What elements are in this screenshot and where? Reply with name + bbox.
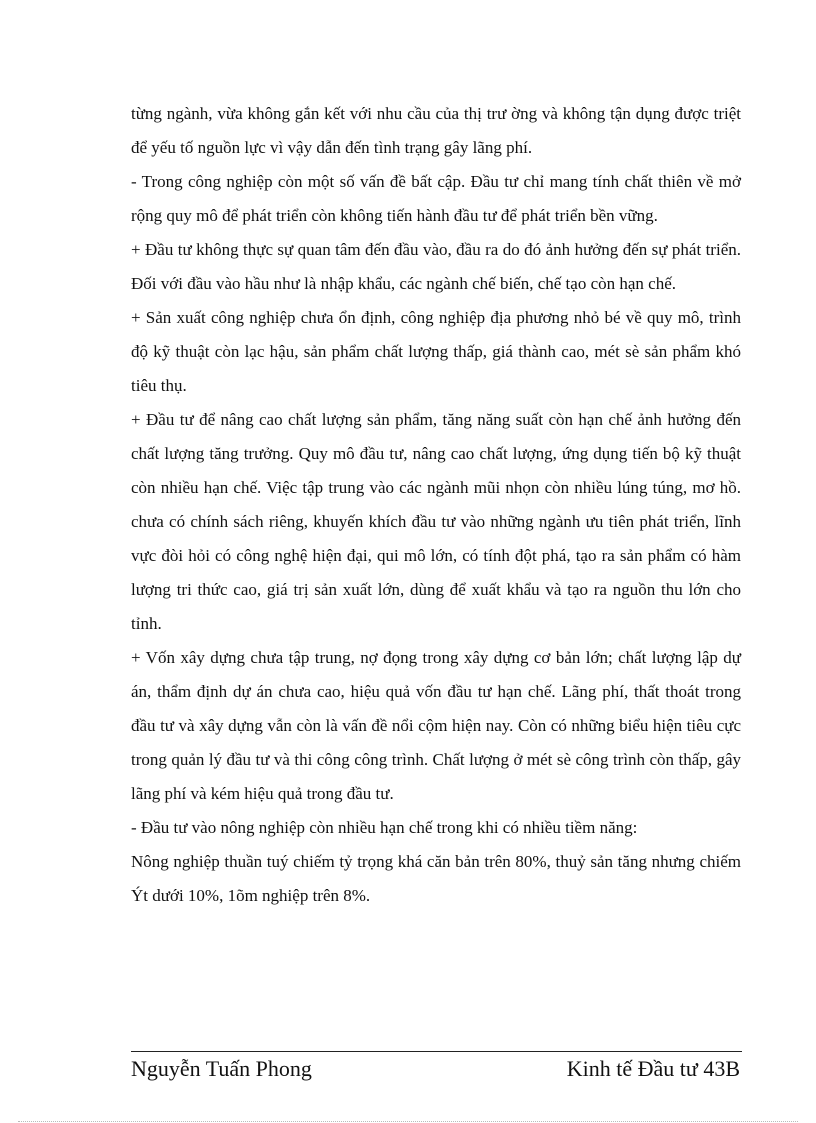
footer-divider (131, 1051, 742, 1052)
paragraph-quality-investment: + Đầu tư để nâng cao chất lượng sản phẩm, tăng năng suất còn hạn chế ảnh hưởng đến chất lượng tăng trưởng. Quy mô đầu tư, nâng cao chất lượng, ứng dụng tiến bộ kỹ thuật còn nhiều hạn chế. Việc tập trung vào các ngành mũi nhọn còn nhiều lúng túng, mơ hồ. chưa có chính sách riêng, khuyến khích đầu tư vào những ngành ưu tiên phát triển, lĩnh vực đòi hỏi có công nghệ hiện đại, qui mô lớn, có tính đột phá, tạo ra sản phẩm có hàm lượng tri thức cao, giá trị sản xuất lớn, dùng để xuất khẩu và tạo ra nguồn thu lớn cho tỉnh. (131, 410, 741, 633)
paragraph-construction-capital: + Vốn xây dựng chưa tập trung, nợ đọng trong xây dựng cơ bản lớn; chất lượng lập dự án, thẩm định dự án chưa cao, hiệu quả vốn đầu tư hạn chế. Lãng phí, thất thoát trong đầu tư và xây dựng vẫn còn là vấn đề nổi cộm hiện nay. Còn có những biểu hiện tiêu cực trong quản lý đầu tư và thi công công trình. Chất lượng ở mét sè công trình còn thấp, gây lãng phí và kém hiệu quả trong đầu tư. (131, 648, 741, 803)
footer-class: Kinh tế Đầu tư 43B (566, 1056, 740, 1081)
footer-author: Nguyễn Tuấn Phong (131, 1056, 312, 1081)
body-text (131, 97, 741, 913)
paragraph-production-unstable: + Sản xuất công nghiệp chưa ổn định, công nghiệp địa phương nhỏ bé về quy mô, trình độ kỹ thuật còn lạc hậu, sản phẩm chất lượng thấp, giá thành cao, mét sè sản phẩm khó tiêu thụ. (131, 308, 741, 395)
paragraph-agriculture-investment: - Đầu tư vào nông nghiệp còn nhiều hạn chế trong khi có nhiều tiềm năng: (131, 818, 638, 837)
paragraph-agriculture-share: Nông nghiệp thuần tuý chiếm tỷ trọng khá căn bản trên 80%, thuỷ sản tăng nhưng chiếm Ýt dưới 10%, 1õm nghiệp trên 8%. (131, 852, 741, 905)
paragraph-industry-issues: - Trong công nghiệp còn một số vấn đề bất cập. Đầu tư chỉ mang tính chất thiên về mở rộng quy mô để phát triển còn không tiến hành đầu tư để phát triển bền vững. (131, 172, 741, 225)
page-bottom-edge (18, 1121, 798, 1122)
paragraph-inputs-outputs: + Đầu tư không thực sự quan tâm đến đầu vào, đầu ra do đó ảnh hưởng đến sự phát triển. Đối với đầu vào hầu như là nhập khẩu, các ngành chế biến, chế tạo còn hạn chế. (131, 240, 741, 293)
paragraph-resource-waste: từng ngành, vừa không gắn kết với nhu cầu của thị trư ờng và không tận dụng được triệt để yếu tố nguồn lực vì vậy dẫn đến tình trạng gây lãng phí. (131, 104, 741, 157)
